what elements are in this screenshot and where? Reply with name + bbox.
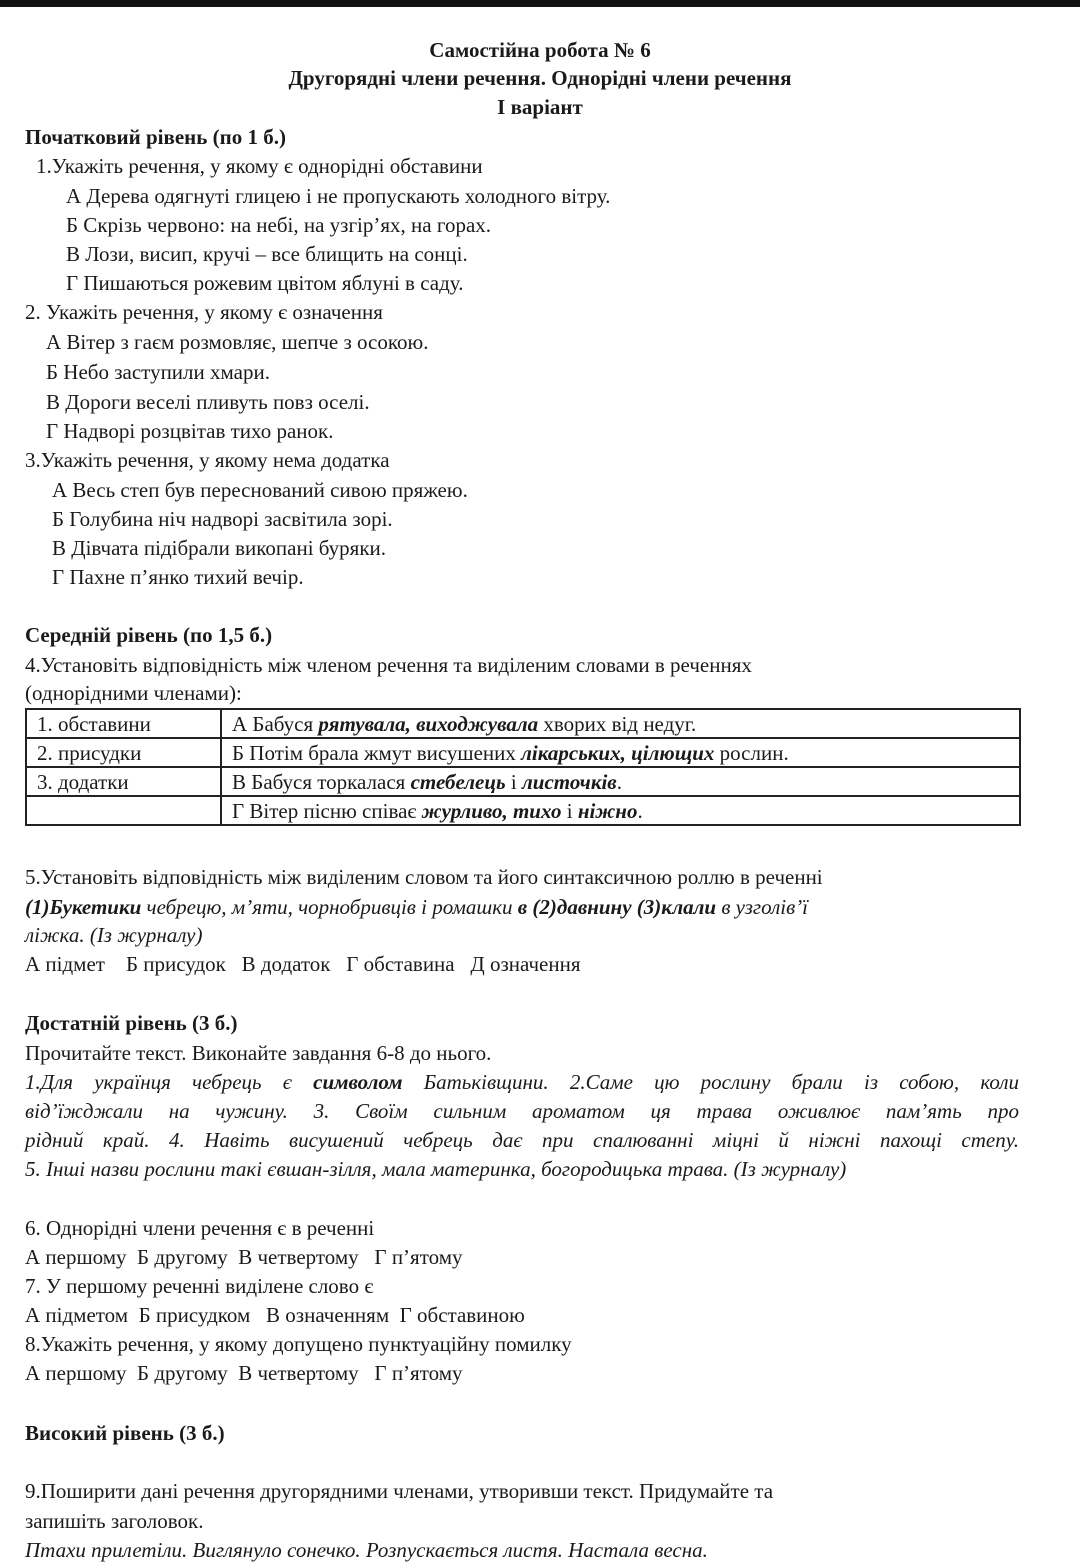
text-line-4: 5. Інші назви рослини такі євшан-зілля, мала материнка, богородицька трава. (Із журналу) [25,1157,847,1181]
q2-option-d: Г Надворі розцвітав тихо ранок. [46,419,334,443]
q6-question: 6. Однорідні члени речення є в реченні [25,1216,375,1240]
page-title: Самостійна робота № 6 [429,38,651,62]
q1-option-b: Б Скрізь червоно: на небі, на узгір’ях, на горах. [66,213,492,237]
q2-option-a: А Вітер з гаєм розмовляє, шепче з осокою. [46,330,429,354]
table-row [26,767,1020,796]
q9-question-cont: запишіть заголовок. [25,1509,204,1533]
table-cell-left: 2. присудки [26,738,221,767]
q2-option-b: Б Небо заступили хмари. [46,360,270,384]
text-line-1: 1.Для українця чебрець є символом Батьківщини. 2.Саме цю рослину брали із собою, коли [25,1070,1019,1094]
q8-question: 8.Укажіть речення, у якому допущено пунктуаційну помилку [25,1332,572,1356]
q1-question: 1.Укажіть речення, у якому є однорідні обставини [36,154,483,178]
q1-option-c: В Лози, висип, кручі – все блищить на сонці. [66,242,468,266]
matching-table [25,708,1021,826]
variant-label: І варіант [497,95,583,119]
q3-option-b: Б Голубина ніч надворі засвітила зорі. [52,507,393,531]
table-cell-right: Г Вітер пісню співає журливо, тихо і ніжно. [221,796,1020,825]
q5-sentence: (1)Букетики чебрецю, м’яти, чорнобривців і ромашки в (2)давнину (3)клали в узголів’ї [25,895,809,919]
table-row [26,796,1020,825]
level1-heading: Початковий рівень (по 1 б.) [25,125,286,149]
page-subtitle: Другорядні члени речення. Однорідні члени речення [288,66,792,90]
q9-sentences: Птахи прилетіли. Виглянуло сонечко. Розпускається листя. Настала весна. [25,1538,708,1562]
q7-question: 7. У першому реченні виділене слово є [25,1274,374,1298]
q2-option-c: В Дороги веселі пливуть повз оселі. [46,390,370,414]
table-cell-right: Б Потім брала жмут висушених лікарських, цілющих рослин. [221,738,1020,767]
q2-question: 2. Укажіть речення, у якому є означення [25,300,383,324]
q4-question-cont: (однорідними членами): [25,681,242,705]
q3-option-a: А Весь степ був переснований сивою пряжею. [52,478,468,502]
q5-question: 5.Установіть відповідність між виділеним словом та його синтаксичною роллю в реченні [25,865,823,889]
q4-question: 4.Установіть відповідність між членом речення та виділеним словами в реченнях [25,653,752,677]
q1-option-d: Г Пишаються рожевим цвітом яблуні в саду. [66,271,464,295]
text-line-3: рідний край. 4. Навіть висушений чебрець дає при спалюванні міцні й ніжні пахощі степу. [25,1128,1019,1152]
top-border [0,0,1080,7]
table-cell-right: В Бабуся торкалася стебелець і листочків. [221,767,1020,796]
q3-option-d: Г Пахне п’янко тихий вечір. [52,565,304,589]
table-cell-left [26,796,221,825]
q5-sentence-cont: ліжка. (Із журналу) [25,923,203,947]
q3-option-c: В Дівчата підібрали викопані буряки. [52,536,387,560]
q9-question: 9.Поширити дані речення другорядними членами, утворивши текст. Придумайте та [25,1479,774,1503]
level4-heading: Високий рівень (3 б.) [25,1421,225,1445]
table-row [26,738,1020,767]
q5-answers: А підмет Б присудок В додаток Г обставина Д означення [25,952,581,976]
q6-answers: А першому Б другому В четвертому Г п’ятому [25,1245,463,1269]
q8-answers: А першому Б другому В четвертому Г п’ятому [25,1361,463,1385]
table-cell-left: 1. обставини [26,709,221,738]
text-line-2: від’їжджали на чужину. 3. Своїм сильним ароматом ця трава оживлює пам’ять про [25,1099,1019,1123]
table-cell-left: 3. додатки [26,767,221,796]
level3-intro: Прочитайте текст. Виконайте завдання 6-8 до нього. [25,1041,492,1065]
level2-heading: Середній рівень (по 1,5 б.) [25,623,273,647]
q7-answers: А підметом Б присудком В означенням Г обставиною [25,1303,525,1327]
q1-option-a: А Дерева одягнуті глицею і не пропускають холодного вітру. [66,184,611,208]
table-cell-right: А Бабуся рятувала, виходжувала хворих від недуг. [221,709,1020,738]
level3-heading: Достатній рівень (3 б.) [25,1011,238,1035]
q3-question: 3.Укажіть речення, у якому нема додатка [25,448,390,472]
table-row [26,709,1020,738]
